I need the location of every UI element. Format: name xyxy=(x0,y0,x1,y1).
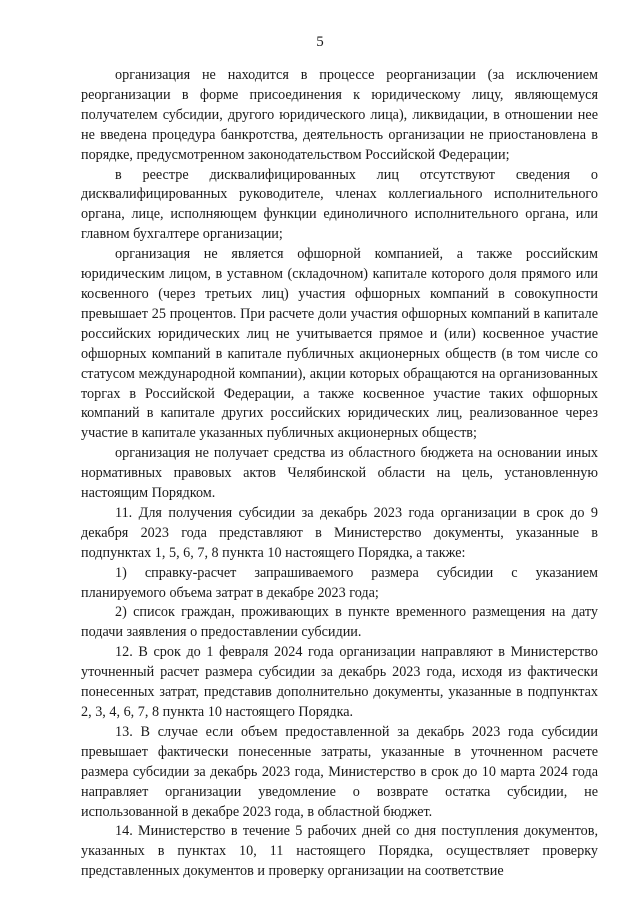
paragraph-item-12: 12. В срок до 1 февраля 2024 года организации направляют в Министерство уточненный расчет размера субсидии за декабрь 2023 года, исходя из фактически понесенных затрат, представив дополнительно документы, указанные в подпунктах 2, 3, 4, 6, 7, 8 пункта 10 настоящего Порядка. xyxy=(81,644,598,720)
paragraph-offshore: организация не является офшорной компанией, а также российским юридическим лицом, в уставном (складочном) капитале которого доля прямого или косвенного (через третьих лиц) участия офшорных компаний в совокупности превышает 25 процентов. При расчете доли участия офшорных компаний в капитале российских юридических лиц не учитывается прямое и (или) косвенное участие офшорных компаний в капитале публичных акционерных обществ (в том числе со статусом международной компании), акции которых обращаются на организованных торгах в Российской Федерации, а также косвенное участие таких офшорных компаний в капитале других российских юридических лиц, реализованное через участие в капитале указанных публичных акционерных обществ; xyxy=(81,246,598,442)
paragraph-disqualified-registry: в реестре дисквалифицированных лиц отсутствуют сведения о дисквалифицированных руководителе, членах коллегиального исполнительного органа, лице, исполняющем функции единоличного исполнительного органа, или главном бухгалтере организации; xyxy=(81,166,598,243)
paragraph-subitem-2: 2) список граждан, проживающих в пункте временного размещения на дату подачи заявления о предоставлении субсидии. xyxy=(81,604,598,641)
document-body xyxy=(81,66,598,882)
paragraph-reorganization: организация не находится в процессе реорганизации (за исключением реорганизации в форме присоединения к юридическому лицу, являющемуся получателем субсидии, другого юридического лица), ликвидации, в отношении нее не введена процедура банкротства, деятельность организации не приостановлена в порядке, предусмотренном законодательством Российской Федерации; xyxy=(81,67,598,163)
paragraph-subitem-1: 1) справку-расчет запрашиваемого размера субсидии с указанием планируемого объема затрат в декабре 2023 года; xyxy=(81,564,598,601)
paragraph-item-14: 14. Министерство в течение 5 рабочих дней со дня поступления документов, указанных в пунктах 10, 11 настоящего Порядка, осуществляет проверку представленных документов и проверку организации на соответствие xyxy=(81,823,598,880)
paragraph-regional-budget: организация не получает средства из областного бюджета на основании иных нормативных правовых актов Челябинской области на цель, установленную настоящим Порядком. xyxy=(81,445,598,502)
paragraph-item-11: 11. Для получения субсидии за декабрь 2023 года организации в срок до 9 декабря 2023 года представляют в Министерство документы, указанные в подпунктах 1, 5, 6, 7, 8 пункта 10 настоящего Порядка, а также: xyxy=(81,504,598,561)
page-number: 5 xyxy=(316,34,324,50)
paragraph-item-13: 13. В случае если объем предоставленной за декабрь 2023 года субсидии превышает фактически понесенные затраты, указанные в уточненном расчете размера субсидии за декабрь 2023 года, Министерство в срок до 10 марта 2024 года направляет организации уведомление о возврате остатка субсидии, не использованной в декабре 2023 года, в областной бюджет. xyxy=(81,723,598,820)
